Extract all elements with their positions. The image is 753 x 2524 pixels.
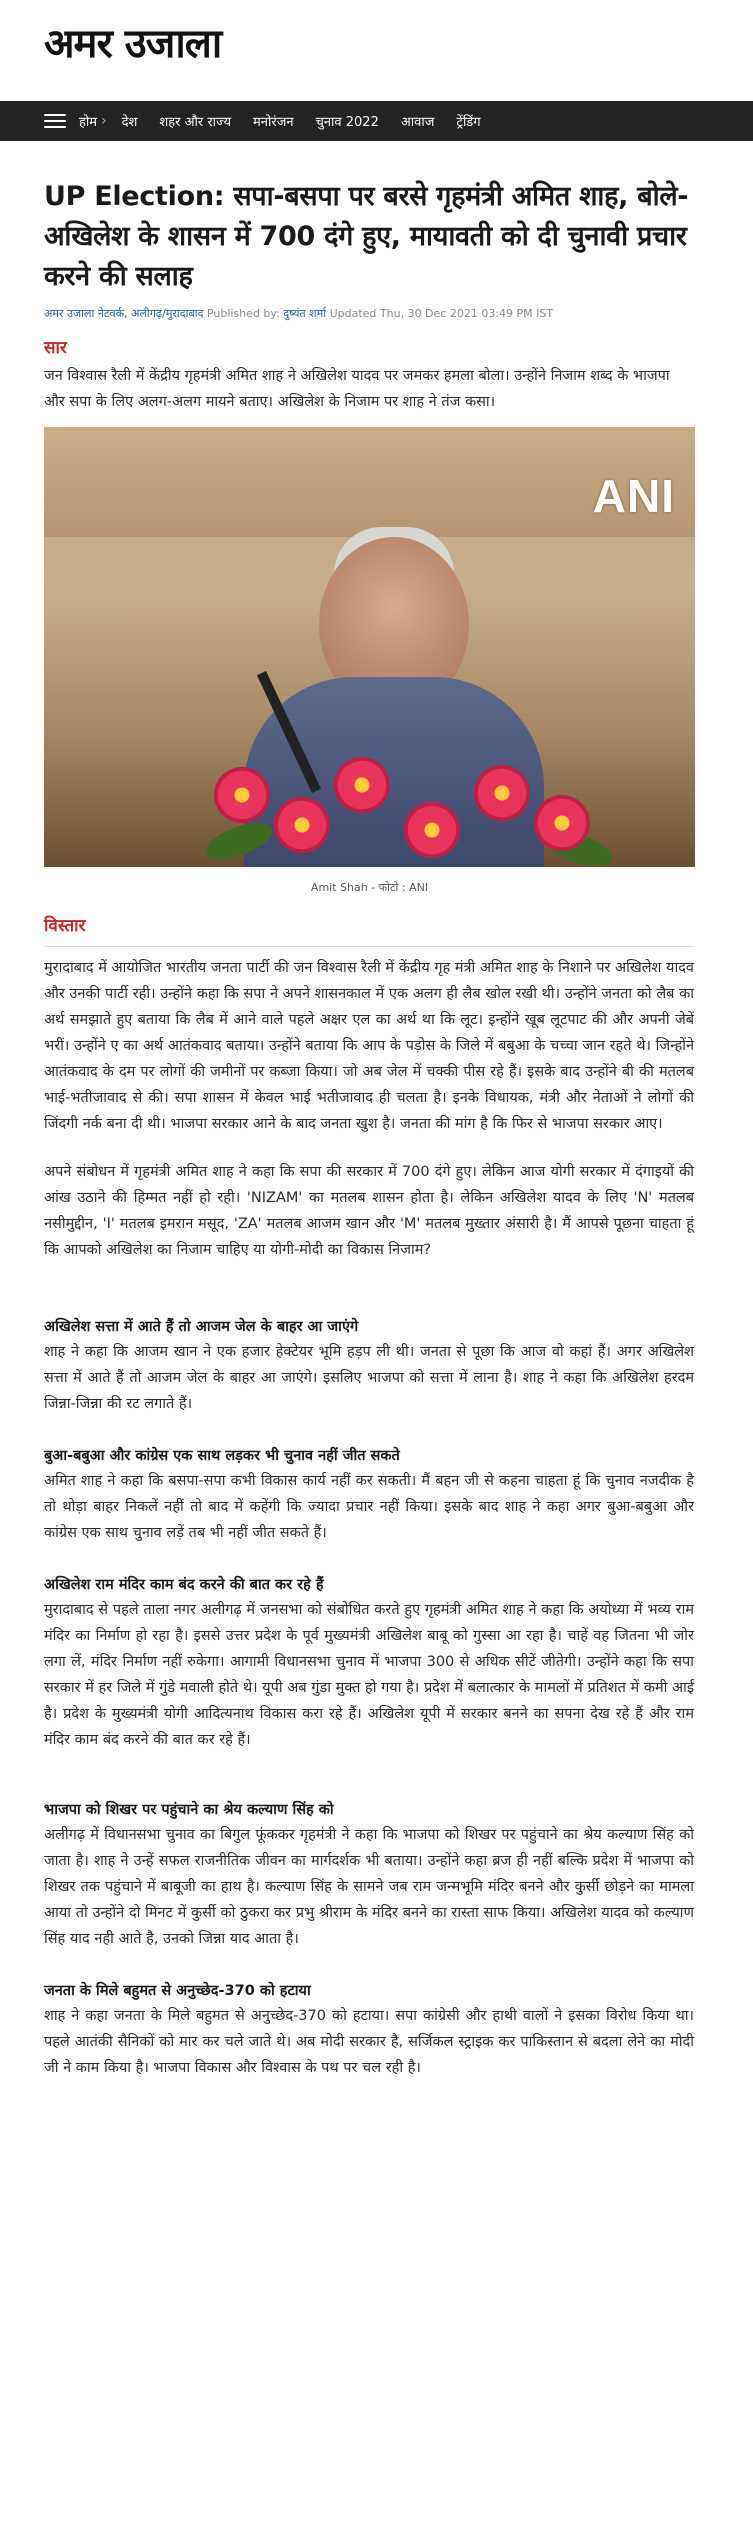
article-photo[interactable]: [44, 427, 695, 867]
article-figure: [44, 427, 695, 895]
summary-label: सार: [44, 338, 67, 358]
section-text: शाह ने कहा जनता के मिले बहुमत से अनुच्छेद-370 को हटाया। सपा कांग्रेसी और हाथी वालों ने इसका विरोध किया था। पहले आतंकी सैनिकों को मार कर चले जाते थे। अब मोदी सरकार है, सर्जिकल स्ट्राइक कर पाकिस्तान से बदला लेने का मोदी जी ने काम किया है। भाजपा विकास और विश्वास के पथ पर चल रही है।: [44, 2008, 694, 2076]
section-text: अमित शाह ने कहा कि बसपा-सपा कभी विकास कार्य नहीं कर सकती। मैं बहन जी से कहना चाहता हूं कि चुनाव नजदीक है तो थोड़ा बाहर निकलें नहीं तो बाद में कहेंगी कि ज्यादा प्रचार नहीं किया। इसके बाद शाह ने कहा अगर बुआ-बबुआ और कांग्रेस एक साथ चुनाव लड़ें तब भी नहीं जीत सकते हैं।: [44, 1473, 694, 1541]
section-heading: जनता के मिले बहुमत से अनुच्छेद-370 को हटाया: [44, 1983, 311, 1999]
photo-flowers: [204, 757, 624, 867]
article: [44, 141, 694, 2081]
nav-item-trending[interactable]: ट्रेंडिंग: [456, 115, 481, 130]
byline-published-label: Published by:: [206, 307, 280, 320]
chevron-right-icon: ›: [101, 113, 107, 129]
summary-text: जन विश्वास रैली में केंद्रीय गृहमंत्री अमित शाह ने अखिलेश यादव पर जमकर हमला बोला। उन्होंने निजाम शब्द के भाजपा और सपा के लिए अलग-अलग मायने बताए। अखिलेश के निजाम पर शाह ने तंज कसा।: [44, 368, 670, 410]
detail-divider: [44, 946, 694, 947]
site-logo[interactable]: अमर उजाला: [44, 20, 222, 67]
nav-item-election[interactable]: चुनाव 2022: [315, 115, 379, 130]
article-headline: UP Election: सपा-बसपा पर बरसे गृहमंत्री अमित शाह, बोले- अखिलेश के शासन में 700 दंगे हुए, मायावती को दी चुनावी प्रचार करने की सलाह: [44, 181, 689, 292]
byline: [44, 306, 694, 322]
detail-label: विस्तार: [44, 916, 86, 936]
section-heading: अखिलेश सत्ता में आते हैं तो आजम जेल के बाहर आ जाएंगे: [44, 1319, 359, 1335]
nav-item-city-state[interactable]: शहर और राज्य: [159, 115, 232, 130]
nav-item-country[interactable]: देश: [121, 115, 138, 130]
nav-item-voice[interactable]: आवाज: [400, 115, 435, 130]
photo-watermark: ANI: [592, 470, 675, 522]
byline-updated: Updated Thu, 30 Dec 2021 03:49 PM IST: [329, 307, 554, 320]
menu-icon[interactable]: [44, 114, 66, 128]
section-heading: भाजपा को शिखर पर पहुंचाने का श्रेय कल्याण सिंह को: [44, 1802, 334, 1818]
nav-item-home[interactable]: होम: [79, 115, 98, 130]
byline-source[interactable]: अमर उजाला नेटवर्क, अलीगढ़/मुरादाबाद: [44, 307, 204, 320]
section-heading: अखिलेश राम मंदिर काम बंद करने की बात कर रहे हैं: [44, 1577, 324, 1593]
section-text: मुरादाबाद से पहले ताला नगर अलीगढ़ में जनसभा को संबोधित करते हुए गृहमंत्री अमित शाह ने कहा कि अयोध्या में भव्य राम मंदिर का निर्माण हो रहा है। इससे उत्तर प्रदेश के पूर्व मुख्यमंत्री अखिलेश बाबू को गुस्सा आ रहा है। चाहें वह जितना भी जोर लगा लें, मंदिर निर्माण नहीं रुकेगा। आगामी विधानसभा चुनाव में भाजपा 300 से अधिक सीटें जीतेगी। उन्होंने कहा कि सपा सरकार में हर जिले में गुंडे मवाली होते थे। यूपी अब गुंडा मुक्त हो गया है। प्रदेश में बलात्कार के मामलों में प्रतिशत में कमी आई है। प्रदेश के मुख्यमंत्री योगी आदित्यनाथ विकास करा रहे हैं। अखिलेश यूपी में सरकार बनने का सपना देख रहे हैं और राम मंदिर काम बंद करने की बात कर रहे हैं।: [44, 1602, 694, 1748]
main-navigation: [0, 101, 753, 141]
article-paragraph: मुरादाबाद में आयोजित भारतीय जनता पार्टी की जन विश्वास रैली में केंद्रीय गृह मंत्री अमित शाह के निशाने पर अखिलेश यादव और उनकी पार्टी रही। उन्होंने कहा कि सपा ने अपने शासनकाल में एक अलग ही लैब खोल रखी थी। उन्होंने जनता को लैब का अर्थ समझाते हुए बताया कि लैब में आने वाले पहले अक्षर एल का अर्थ था कि लूट। इन्होंने खूब लूटपाट की और अपनी जेबें भरीं। उन्होंने ए का अर्थ आतंकवाद बताया। उन्होंने बताया कि आप के पड़ोस के जिले में बबुआ के चच्चा जान रहते थे। जिन्होंने आतंकवाद के दम पर लोगों की जमीनों पर कब्जा किया। जो अब जेल में चक्की पीस रहे हैं। इसके बाद उन्होंने बी की मतलब भाई-भतीजावाद से की। सपा शासन में केवल भाई भतीजावाद ही चलता है। इनके विधायक, मंत्री और नेताओं ने लोगों की जिंदगी नर्क बना दी थी। भाजपा सरकार आने के बाद जनता खुश है। जनता की मांग है कि फिर से भाजपा सरकार आए।: [44, 960, 694, 1132]
section-text: शाह ने कहा कि आजम खान ने एक हजार हेक्टेयर भूमि हड़प ली थी। जनता से पूछा कि आज वो कहां हैं। अगर अखिलेश सत्ता में आते हैं तो आजम जेल के बाहर आ जाएंगे। इसलिए भाजपा को सत्ता में लाना है। शाह ने कहा कि अखिलेश हरदम जिन्ना-जिन्ना की रट लगाते हैं।: [44, 1344, 694, 1412]
byline-author[interactable]: दुष्यंत शर्मा: [283, 307, 327, 320]
section-heading: बुआ-बबुआ और कांग्रेस एक साथ लड़कर भी चुनाव नहीं जीत सकते: [44, 1448, 400, 1464]
article-paragraph: अपने संबोधन में गृहमंत्री अमित शाह ने कहा कि सपा की सरकार में 700 दंगे हुए। लेकिन आज योगी सरकार में दंगाइयों की आंख उठाने की हिम्मत नहीं हो रही। 'NIZAM' का मतलब शासन होता है। लेकिन अखिलेश यादव के लिए 'N' मतलब नसीमुद्दीन, 'I' मतलब इमरान मसूद, 'ZA' मतलब आजम खान और 'M' मतलब मुख्तार अंसारी है। मैं आपसे पूछना चाहता हूं कि आपको अखिलेश का निजाम चाहिए या योगी-मोदी का विकास निजाम?: [44, 1164, 694, 1258]
masthead: [0, 0, 753, 100]
photo-caption: Amit Shah - फोटो : ANI: [310, 881, 429, 894]
section-text: अलीगढ़ में विधानसभा चुनाव का बिगुल फूंककर गृहमंत्री ने कहा कि भाजपा को शिखर पर पहुंचाने का श्रेय कल्याण सिंह को जाता है। शाह ने उन्हें सफल राजनीतिक जीवन का मार्गदर्शक भी बताया। उन्होंने कहा ब्रज ही नहीं बल्कि प्रदेश में भाजपा को शिखर तक पहुंचाने में बाबूजी का हाथ है। कल्याण सिंह के सामने जब राम जन्मभूमि मंदिर बनने और कुर्सी छोड़ने का मामला आया तो उन्होंने दो मिनट में कुर्सी को ठुकरा कर प्रभु श्रीराम के मंदिर बनने का रास्ता साफ किया। अखिलेश यादव को कल्याण सिंह याद नही आते है, उनको जिन्ना याद आता है।: [44, 1827, 694, 1947]
nav-item-entertainment[interactable]: मनोरंजन: [253, 115, 294, 130]
